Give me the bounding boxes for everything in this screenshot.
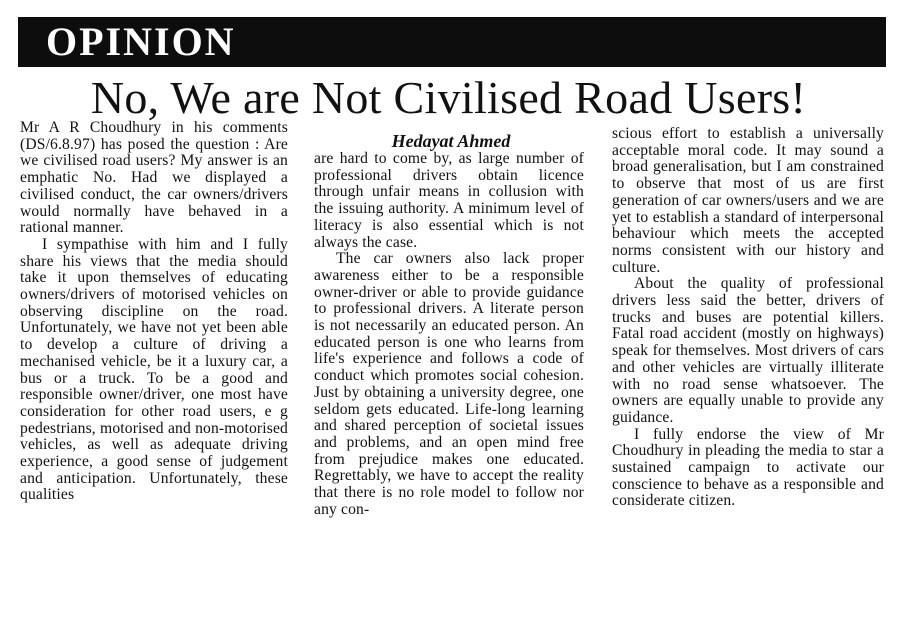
article-column-2 (314, 151, 584, 518)
author-byline: Hedayat Ahmed (391, 131, 511, 151)
column-1-paragraph-2: I sympathise with him and I fully share his views that the media should take it upon themselves of educating owners/drivers of motorised vehicles on observing discipline on the road. Unfortunately, we have not yet been able to develop a culture of driving a mechanised vehicle, be it a luxury car, a bus or a truck. To be a good and responsible owner/driver, one most have consideration for other road users, e g pedestrians, motorised and non-motorised vehicles, as well as adequate driving experience, a good sense of judgement and anticipation. Unfortunately, these qualities (20, 235, 288, 504)
article-headline: No, We are Not Civilised Road Users! (90, 72, 807, 123)
column-2-paragraph-1: are hard to come by, as large number of professional drivers obtain licence through unfair means in collusion with the issuing authority. A minimum level of literacy is also essential which is not always the case. (314, 150, 584, 251)
section-label: OPINION (46, 19, 236, 64)
article-column-1 (20, 120, 288, 504)
section-banner (18, 17, 886, 67)
column-2-paragraph-2: The car owners also lack proper awareness either to be a responsible owner-driver or able to provide guidance to professional drivers. A literate person is not necessarily an educated person. An educated person is one who learns from life's experience and follows a code of conduct which promotes social cohesion. Just by obtaining a university degree, one seldom gets educated. Life-long learning and shared perception of societal issues and problems, and an open mind free from prejudice makes one educated. Regrettably, we have to accept the reality that there is no role model to follow nor any con- (314, 250, 584, 518)
article-column-3 (612, 126, 884, 510)
column-1-paragraph-1: Mr A R Choudhury in his comments (DS/6.8.97) has posed the question : Are we civilised road users? My answer is an emphatic No. Had we displayed a civilised conduct, the car owners/drivers would normally have behaved in a rational manner. (20, 119, 288, 237)
column-3-paragraph-3: I fully endorse the view of Mr Choudhury in pleading the media to star a sustained campaign to activate our conscience to behave as a responsible and considerate citizen. (612, 425, 884, 510)
column-3-paragraph-2: About the quality of professional drivers less said the better, drivers of trucks and buses are potential killers. Fatal road accident (mostly on highways) speak for themselves. Most drivers of cars and other vehicles are virtually illiterate with no road sense whatsoever. The owners are equally unable to provide any guidance. (612, 275, 884, 426)
column-3-paragraph-1: scious effort to establish a universally acceptable moral code. It may sound a broad generalisation, but I am constrained to observe that most of us are first generation of car owners/users and we are yet to establish a standard of interpersonal behaviour which meets the accepted norms consistent with our history and culture. (612, 125, 884, 276)
